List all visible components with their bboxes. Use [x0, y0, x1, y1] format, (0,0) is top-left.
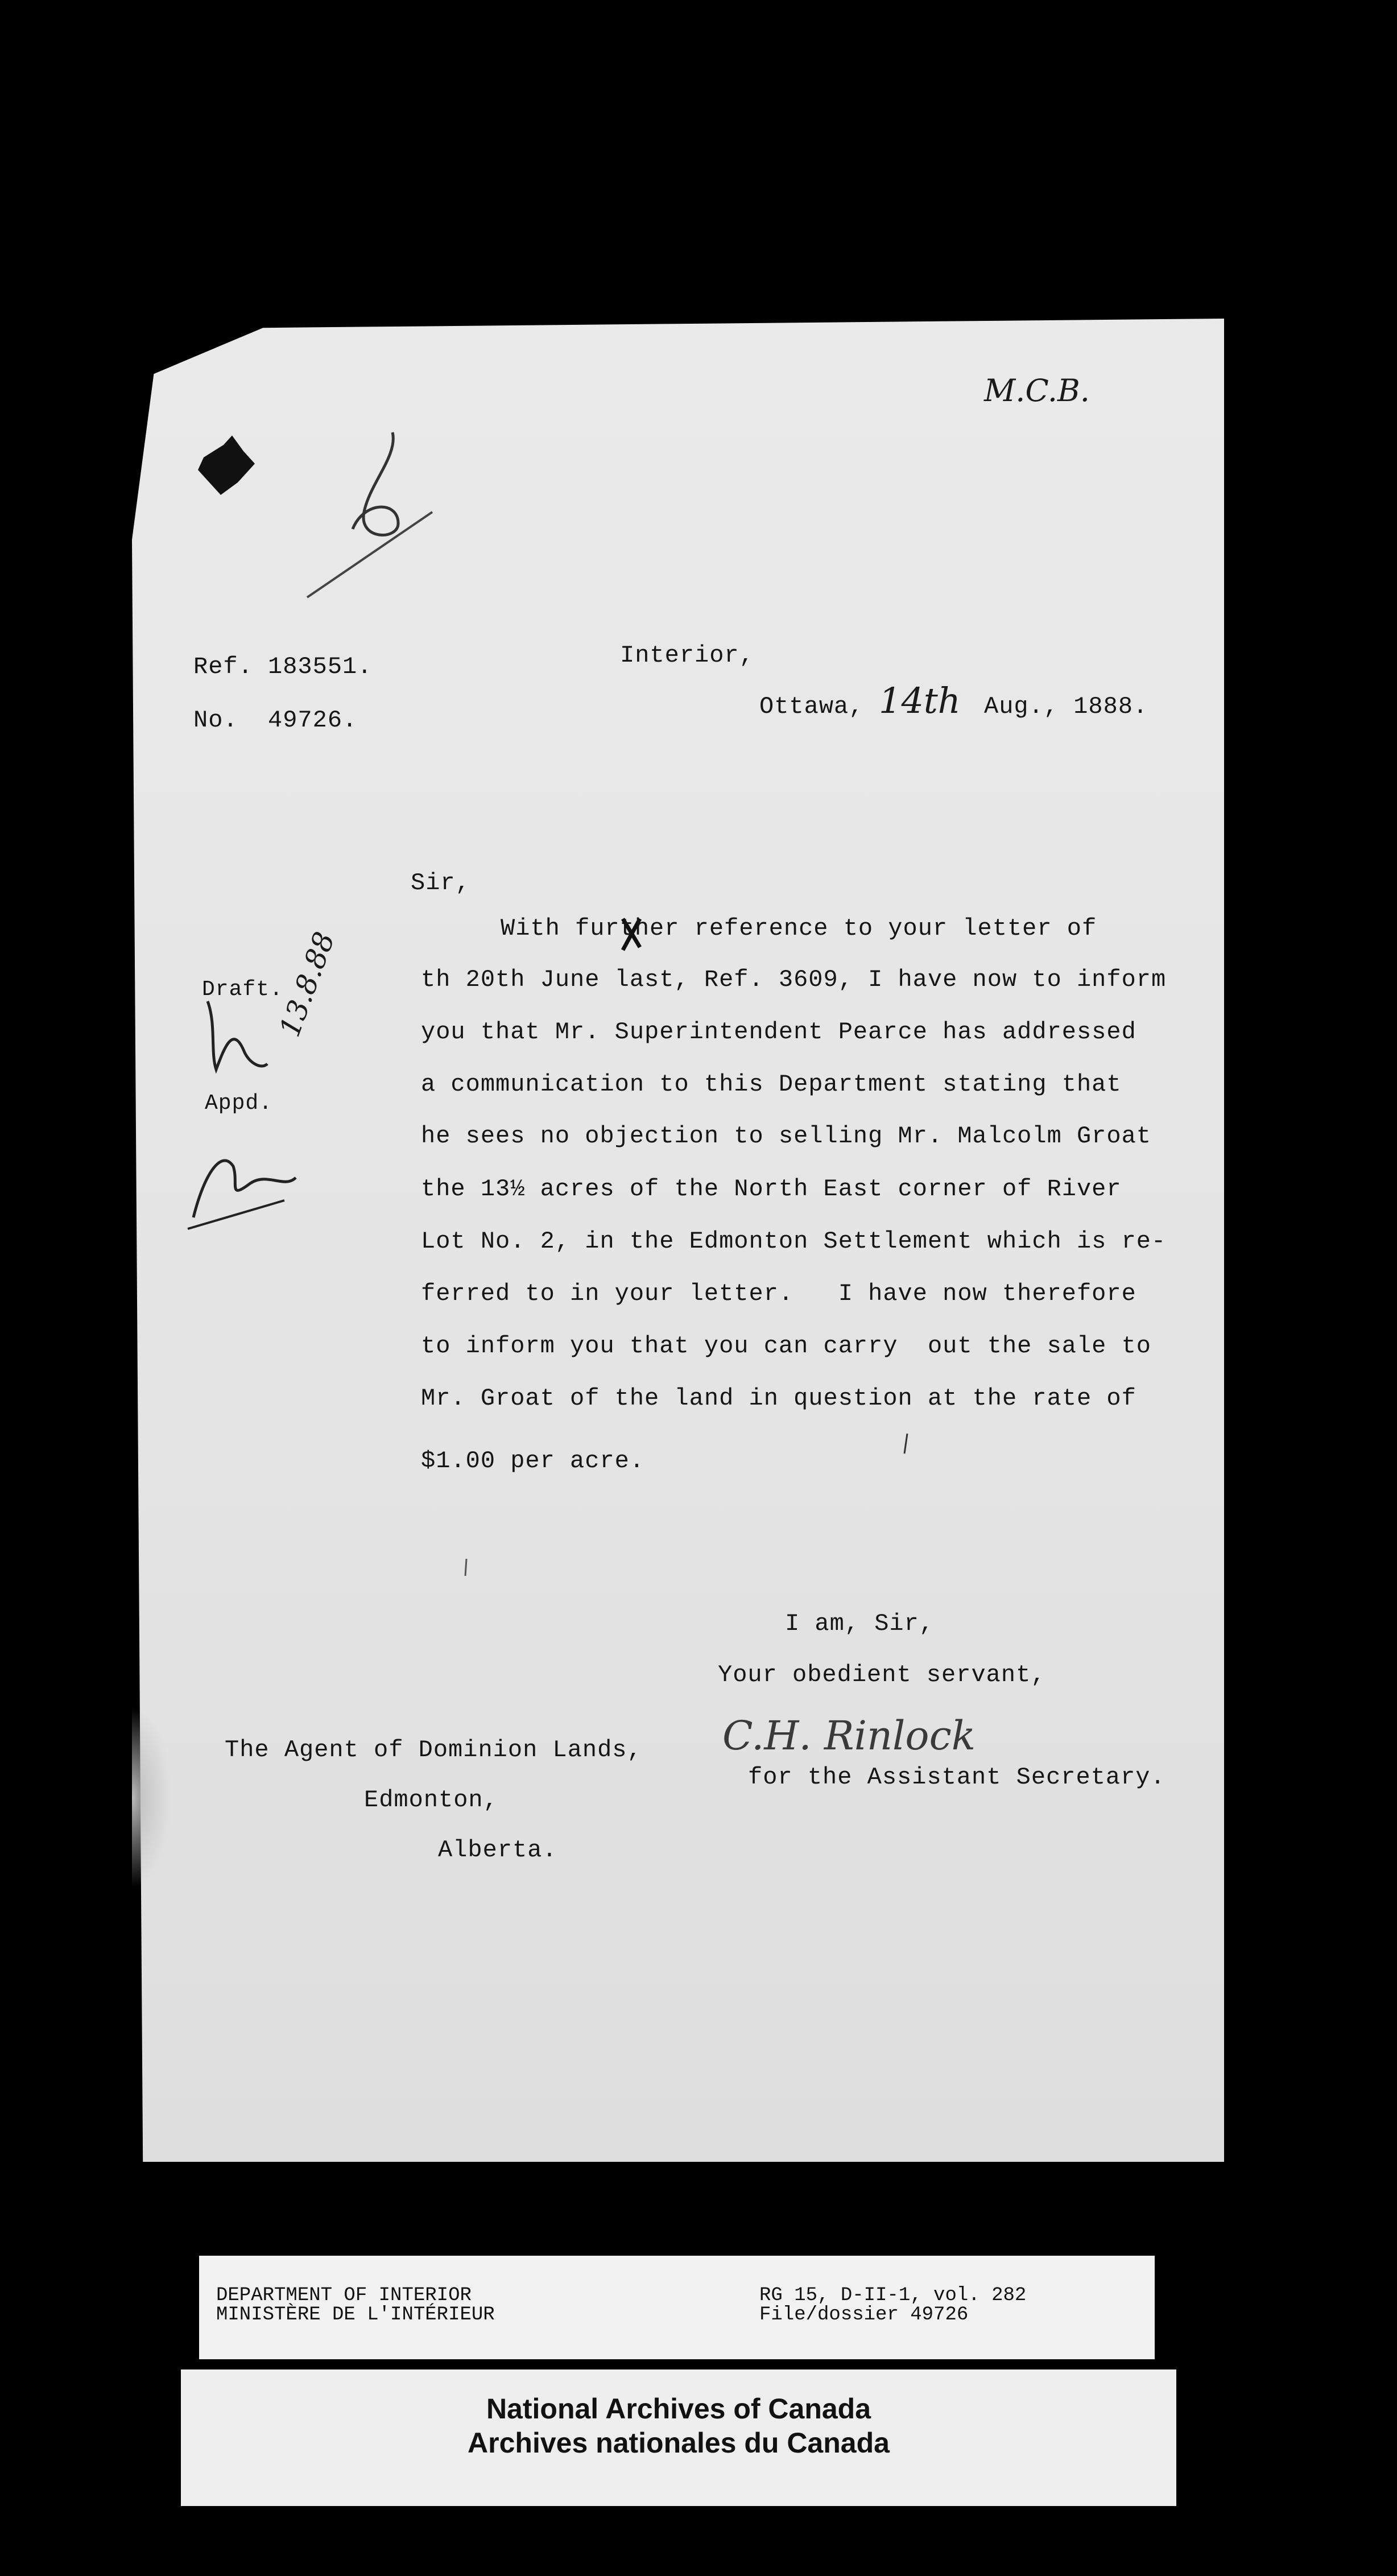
margin-appd: Appd.: [205, 1091, 273, 1116]
department-heading: Interior,: [620, 642, 754, 669]
addressee-line-1: The Agent of Dominion Lands,: [225, 1736, 642, 1764]
signature: C.H. Rinlock: [722, 1712, 976, 1759]
addressee-line-2: Edmonton,: [364, 1786, 498, 1814]
body-line: $1.00 per acre.: [421, 1447, 645, 1475]
salutation: Sir,: [411, 869, 470, 897]
ref-number: Ref. 183551.: [193, 653, 373, 680]
body-line: Lot No. 2, in the Edmonton Settlement which is re-: [421, 1228, 1167, 1255]
body-line: the 13½ acres of the North East corner of River: [421, 1175, 1122, 1203]
corner-note: M.C.B.: [984, 373, 1090, 408]
record-group: RG 15, D-II-1, vol. 282: [759, 2285, 1027, 2306]
signature-role: for the Assistant Secretary.: [748, 1764, 1165, 1791]
margin-draft: Draft.: [202, 977, 283, 1002]
archives-name-english: National Archives of Canada: [486, 2393, 871, 2425]
closing-line-2: Your obedient servant,: [718, 1661, 1046, 1689]
body-line: a communication to this Department stating that: [421, 1071, 1122, 1098]
archives-name-french: Archives nationales du Canada: [468, 2427, 890, 2459]
dept-english: DEPARTMENT OF INTERIOR: [216, 2285, 472, 2306]
body-line: to inform you that you can carry out the sale to: [421, 1332, 1152, 1360]
date-day: 14th: [879, 680, 961, 721]
body-line: ferred to in your letter. I have now therefore: [421, 1280, 1136, 1307]
body-line: Mr. Groat of the land in question at the rate of: [421, 1385, 1136, 1412]
dept-french: MINISTÈRE DE L'INTÉRIEUR: [216, 2304, 495, 2326]
addressee-line-3: Alberta.: [438, 1836, 557, 1864]
date-city: Ottawa,: [759, 693, 864, 720]
date-month-year: Aug., 1888.: [984, 693, 1148, 720]
body-line: you that Mr. Superintendent Pearce has addressed: [421, 1018, 1136, 1046]
body-line: he sees no objection to selling Mr. Malcolm Groat: [421, 1122, 1152, 1150]
archive-reference-strip: [199, 2256, 1155, 2359]
archives-banner: [181, 2369, 1176, 2506]
body-line: With further reference to your letter of: [501, 915, 1097, 942]
body-line: th 20th June last, Ref. 3609, I have now to inform: [421, 966, 1167, 993]
margin-appd-date: 13.8.88: [273, 927, 341, 1041]
file-number: No. 49726.: [193, 707, 358, 734]
closing-line-1: I am, Sir,: [785, 1610, 935, 1637]
file-dossier: File/dossier 49726: [759, 2304, 969, 2326]
